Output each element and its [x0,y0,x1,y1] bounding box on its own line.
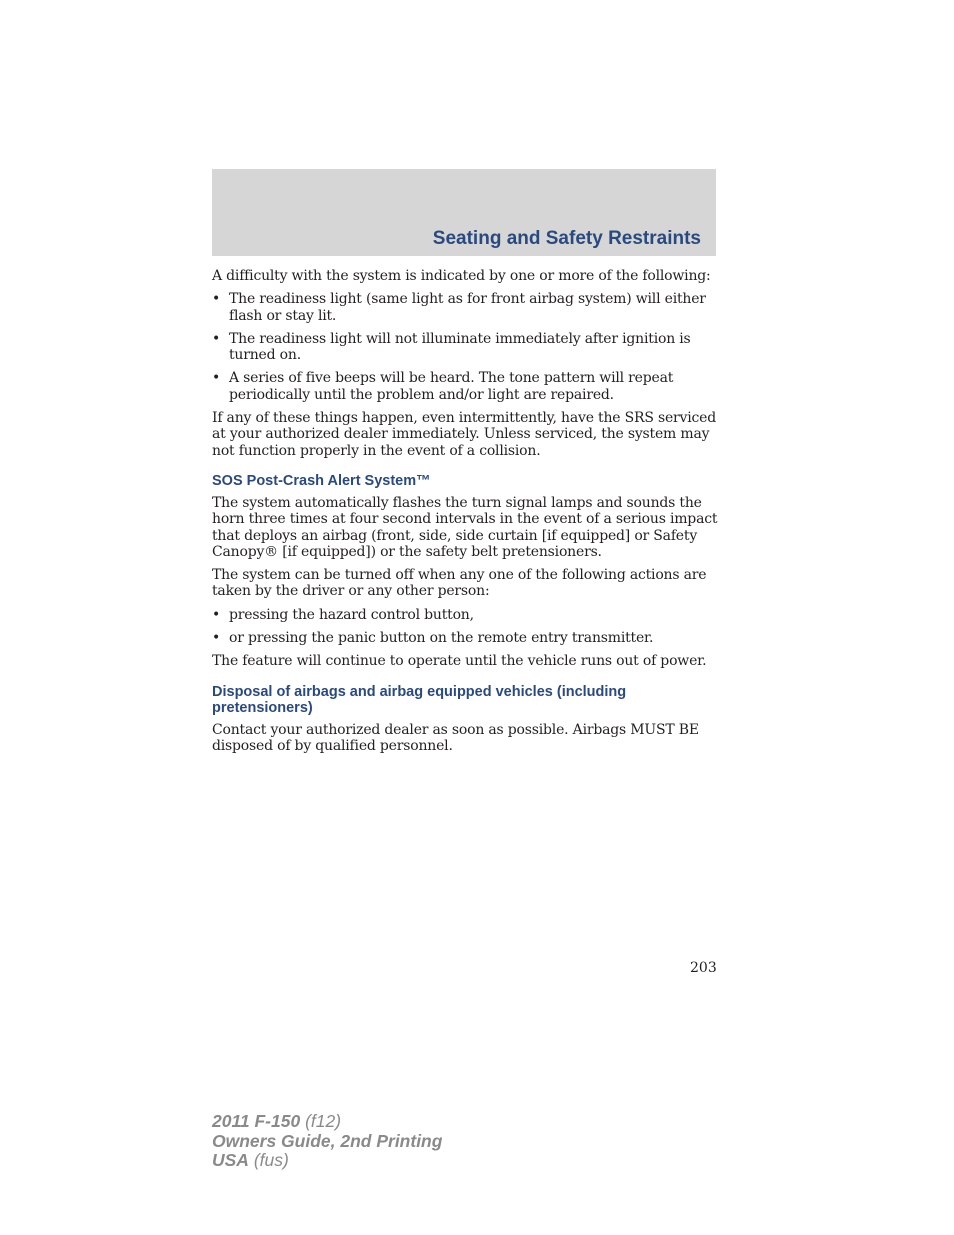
list-item [212,291,718,324]
disposal-paragraph: Contact your authorized dealer as soon as possible. Airbags MUST BE disposed of by qualified personnel. [212,721,699,754]
page-number: 203 [690,960,717,976]
section-title: Seating and Safety Restraints [432,228,701,249]
sos-action-list [212,607,718,647]
list-item [212,370,718,403]
list-item-text: A series of five beeps will be heard. The tone pattern will repeat periodically until the problem and/or light are repaired. [229,370,674,403]
list-item-text: pressing the hazard control button, [229,606,474,623]
section-header-band [212,169,716,256]
bullet-icon: • [212,330,221,347]
sos-heading: SOS Post-Crash Alert System™ [212,472,431,489]
disposal-heading: Disposal of airbags and airbag equipped vehicles (including pretensioners) [212,683,627,716]
list-item [212,607,718,623]
list-item-text: The readiness light (same light as for front airbag system) will either flash or stay lit. [229,291,706,324]
srs-service-paragraph: If any of these things happen, even intermittently, have the SRS serviced at your authorized dealer immediately. Unless serviced, the system may not function properly in the event of a collision. [212,410,717,459]
list-item [212,630,718,646]
sos-paragraph-2: The system can be turned off when any one of the following actions are taken by the driver or any other person: [212,567,707,600]
page-body [212,268,718,761]
footer-line-1: 2011 F-150 (f12) [212,1111,342,1131]
sos-paragraph-3: The feature will continue to operate until the vehicle runs out of power. [212,653,707,670]
footer-line-3: USA (fus) [212,1150,289,1170]
list-item [212,331,718,364]
footer-line-2: Owners Guide, 2nd Printing [212,1130,443,1151]
list-item-text: or pressing the panic button on the remote entry transmitter. [229,630,654,647]
sos-paragraph-1: The system automatically flashes the turn signal lamps and sounds the horn three times at four second intervals in the event of a serious impact that deploys an airbag (front, side, side curtain [if equipped] or Safety Canopy® [if equipped]) or the safety belt pretensioners. [212,494,718,560]
bullet-icon: • [212,370,221,387]
bullet-icon: • [212,630,221,647]
symptom-list [212,291,718,403]
footer-edition-info [212,1112,442,1171]
bullet-icon: • [212,291,221,308]
bullet-icon: • [212,606,221,623]
list-item-text: The readiness light will not illuminate immediately after ignition is turned on. [229,330,691,364]
intro-paragraph: A difficulty with the system is indicated by one or more of the following: [212,268,711,284]
